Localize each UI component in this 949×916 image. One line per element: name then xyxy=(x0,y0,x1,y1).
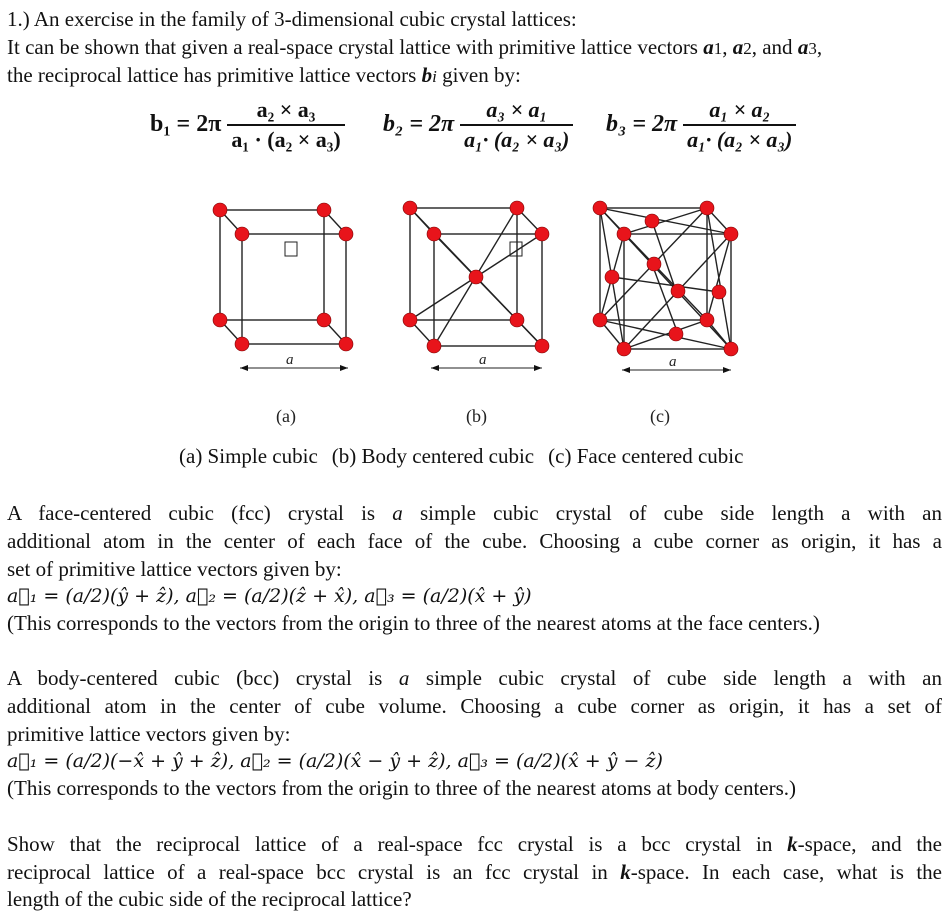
formula-b2-numerator: a₃ × a₁ xyxy=(486,97,548,122)
vector-b: b xyxy=(421,63,433,87)
atom-28 xyxy=(712,285,726,299)
atom-10 xyxy=(427,227,441,241)
atom-16 xyxy=(469,270,483,284)
atom-30 xyxy=(669,327,683,341)
vector-a1: a xyxy=(703,35,714,59)
intro-line-2-end: , xyxy=(816,35,823,59)
atom-22 xyxy=(700,313,714,327)
question-line-1: Show that the reciprocal lattice of a real-space fcc crystal is a bcc crystal in k-space, and the xyxy=(7,832,943,856)
fcc-line-2: additional atom in the center of each face of the cube. Choosing a cube corner as origin, it has a xyxy=(7,529,942,553)
formula-b1-lhs: b₁ = 2π xyxy=(150,111,222,138)
caption-fcc: (c) Face centered cubic xyxy=(548,444,744,468)
lattice-figure xyxy=(0,190,949,435)
atom-26 xyxy=(671,284,685,298)
fcc-line-3: set of primitive lattice vectors given by: xyxy=(7,557,342,581)
formula-b2-denominator: a₁· (a₂ × a₃) xyxy=(464,126,570,152)
atom-5 xyxy=(317,313,331,327)
bcc-line-2: additional atom in the center of cube volume. Choosing a cube corner as origin, it has a set of xyxy=(7,694,942,718)
figure-label-c: (c) xyxy=(650,406,670,426)
axis-label-a-bcc: a xyxy=(479,352,487,368)
atom-25 xyxy=(647,257,661,271)
bcc-note: (This corresponds to the vectors from the origin to three of the nearest atoms at body centers.) xyxy=(7,776,797,800)
bcc-vectors: a⃗₁ = (a/2)(−x̂ + ŷ + ẑ), a⃗₂ = (a/2)(x̂ − ŷ + ẑ), a⃗₃ = (a/2)(x̂ + ŷ − ẑ) xyxy=(7,750,663,772)
axis-label-a-fcc: a xyxy=(669,354,677,370)
intro-line-3-end: given by: xyxy=(436,63,521,87)
formula-b3-numerator: a₁ × a₂ xyxy=(709,97,771,122)
fcc-note: (This corresponds to the vectors from the origin to three of the nearest atoms at the face centers.) xyxy=(7,611,820,635)
question-line-3: length of the cubic side of the reciprocal lattice? xyxy=(7,887,412,911)
atom-21 xyxy=(593,313,607,327)
dimension-arrows xyxy=(240,368,731,370)
vector-a3: a xyxy=(797,35,809,59)
atom-17 xyxy=(593,201,607,215)
formula-b1 xyxy=(150,96,345,154)
formula-b3-lhs: b₃ = 2π xyxy=(606,111,678,138)
caption-simple-cubic: (a) Simple cubic xyxy=(179,444,318,468)
atom-11 xyxy=(535,227,549,241)
intro-line-3 xyxy=(7,62,942,90)
figure-label-a: (a) xyxy=(276,406,296,426)
atom-12 xyxy=(403,313,417,327)
atom-19 xyxy=(617,227,631,241)
intro-comma-1: , xyxy=(722,35,733,59)
intro-line-2-text: It can be shown that given a real-space crystal lattice with primitive lattice vectors xyxy=(7,35,704,59)
atom-13 xyxy=(510,313,524,327)
atom-2 xyxy=(235,227,249,241)
question-line-2: reciprocal lattice of a real-space bcc crystal is an fcc crystal in k-space. In each case, what is the xyxy=(7,860,943,884)
formula-b1-fraction xyxy=(227,96,344,154)
atom-6 xyxy=(235,337,249,351)
atom-27 xyxy=(605,270,619,284)
atom-15 xyxy=(535,339,549,353)
intro-line-1: 1.) An exercise in the family of 3-dimensional cubic crystal lattices: xyxy=(7,7,577,31)
fcc-line-1: A face-centered cubic (fcc) crystal is a simple cubic crystal of cube side length a with an xyxy=(7,501,942,525)
vector-a1-subscript: 1 xyxy=(713,39,723,58)
atom-24 xyxy=(724,342,738,356)
atom-3 xyxy=(339,227,353,241)
vector-a3-subscript: 3 xyxy=(808,39,817,58)
intro-line-3-text: the reciprocal lattice has primitive lattice vectors xyxy=(7,63,422,87)
figure-label-b: (b) xyxy=(466,406,487,426)
formula-b1-denominator: a₁ · (a₂ × a₃) xyxy=(231,126,341,152)
vector-a2-subscript: 2 xyxy=(743,39,752,58)
atom-23 xyxy=(617,342,631,356)
atom-0 xyxy=(213,203,227,217)
formula-b3-fraction xyxy=(683,96,796,154)
atom-14 xyxy=(427,339,441,353)
formula-b3 xyxy=(606,96,796,154)
axis-label-a-sc: a xyxy=(286,352,294,368)
formula-b2 xyxy=(383,96,573,154)
formula-b1-numerator: a₂ × a₃ xyxy=(256,97,316,122)
figure-caption xyxy=(179,444,743,469)
formula-b2-fraction xyxy=(460,96,573,154)
atom-18 xyxy=(700,201,714,215)
bcc-line-1: A body-centered cubic (bcc) crystal is a simple cubic crystal of cube side length a with an xyxy=(7,666,942,690)
atom-8 xyxy=(403,201,417,215)
atom-20 xyxy=(724,227,738,241)
intro-and: , and xyxy=(751,35,798,59)
vector-b-subscript: i xyxy=(432,67,437,86)
atom-1 xyxy=(317,203,331,217)
atom-9 xyxy=(510,201,524,215)
atom-4 xyxy=(213,313,227,327)
bcc-line-3: primitive lattice vectors given by: xyxy=(7,722,291,746)
atom-29 xyxy=(645,214,659,228)
vector-a2: a xyxy=(732,35,744,59)
caption-bcc: (b) Body centered cubic xyxy=(331,444,535,468)
atom-7 xyxy=(339,337,353,351)
fcc-vectors: a⃗₁ = (a/2)(ŷ + ẑ), a⃗₂ = (a/2)(ẑ + x̂), a⃗₃ = (a/2)(x̂ + ŷ) xyxy=(7,585,532,607)
formula-b3-denominator: a₁· (a₂ × a₃) xyxy=(687,126,793,152)
formula-b2-lhs: b₂ = 2π xyxy=(383,111,455,138)
intro-line-2 xyxy=(7,34,942,62)
